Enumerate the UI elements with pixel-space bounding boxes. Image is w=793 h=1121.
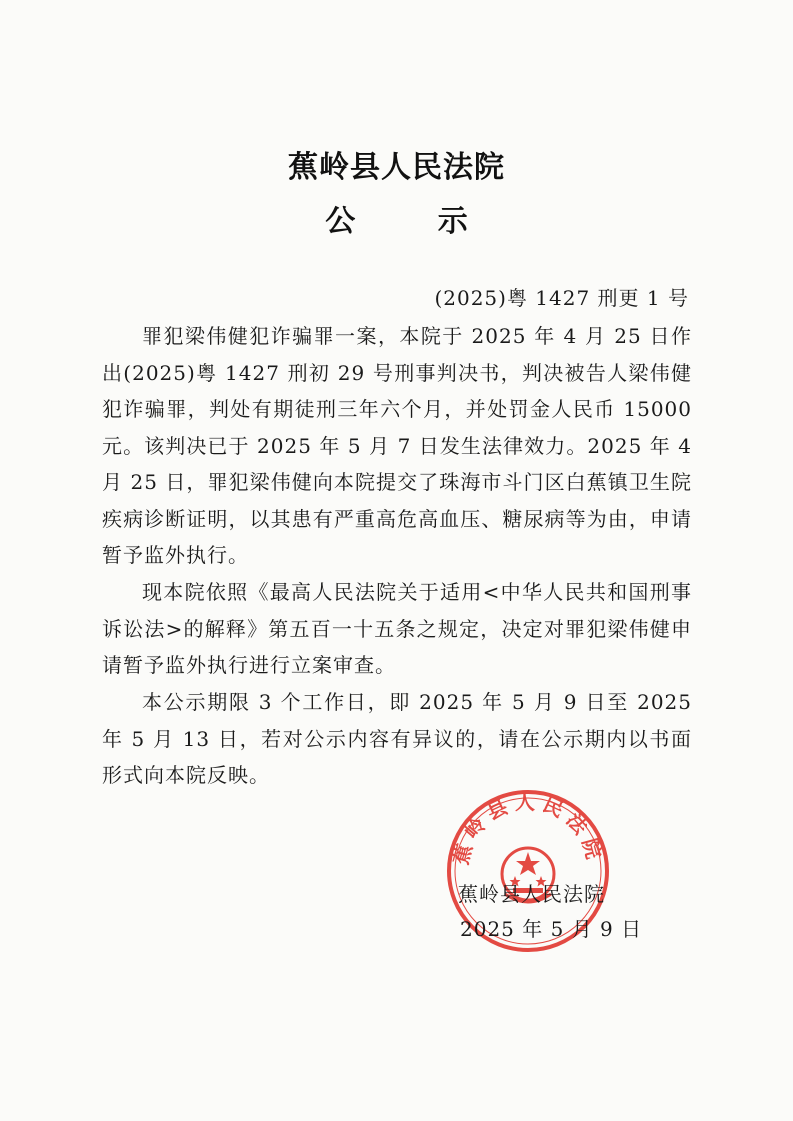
signature-court: 蕉岭县人民法院 [458, 882, 605, 906]
paragraph-text: 罪犯梁伟健犯诈骗罪一案，本院于 2025 年 4 月 25 日作出(2025)粤 1427 刑初 29 号刑事判决书，判决被告人梁伟健犯诈骗罪，判处有期徒刑三年六个月，并处罚金人民币 15000 元。该判决已于 2025 年 5 月 7 日发生法律效力。2025 年 4 月 25 日，罪犯梁伟健向本院提交了珠海市斗门区白蕉镇卫生院疾病诊断证明，以其患有严重高危高血压、糖尿病等为由，申请暂予监外执行。 [102, 324, 692, 567]
body-paragraph-1 [102, 318, 692, 574]
paragraph-text: 现本院依照《最高人民法院关于适用<中华人民共和国刑事诉讼法>的解释》第五百一十五条之规定，决定对罪犯梁伟健申请暂予监外执行进行立案审查。 [102, 580, 692, 677]
signature-date: 2025 年 5 月 9 日 [460, 917, 643, 941]
body-paragraph-2 [102, 574, 692, 684]
notice-title: 公 示 [325, 204, 504, 239]
case-number: (2025)粤 1427 刑更 1 号 [434, 286, 689, 310]
body-paragraph-3 [102, 684, 692, 794]
court-name-title: 蕉岭县人民法院 [288, 150, 505, 185]
svg-text:蕉岭县人民法院: 蕉岭县人民法院 [448, 790, 608, 868]
paragraph-text: 本公示期限 3 个工作日，即 2025 年 5 月 9 日至 2025 年 5 月 13 日，若对公示内容有异议的，请在公示期内以书面形式向本院反映。 [102, 690, 692, 787]
